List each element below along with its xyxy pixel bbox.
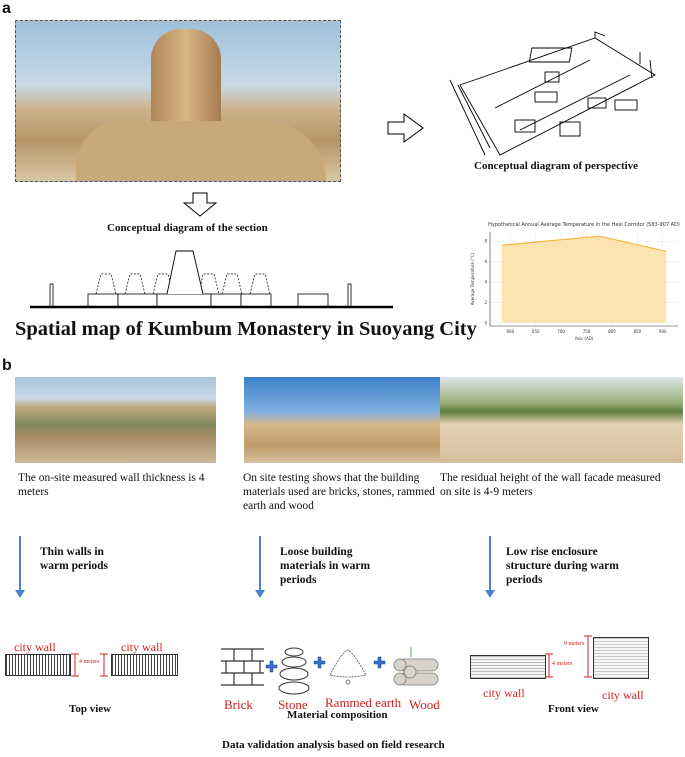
temperature-area	[502, 236, 667, 323]
observation-2: On site testing shows that the building materials used are bricks, stones, rammed earth and wood	[243, 472, 435, 512]
top-view-wall-label-left: city wall	[14, 640, 56, 654]
wood-icon	[394, 647, 438, 685]
material-brick: Brick	[224, 697, 253, 712]
perspective-caption: Conceptual diagram of perspective	[474, 160, 639, 172]
section-diagram	[25, 245, 400, 311]
top-view-caption: Top view	[69, 703, 112, 715]
top-view-wall-label-right: city wall	[121, 640, 163, 654]
x-axis-label: Year (AD)	[574, 336, 594, 341]
wall-photo-2	[244, 377, 452, 463]
temperature-chart	[468, 218, 683, 343]
material-stone: Stone	[278, 697, 308, 712]
observation-3: The residual height of the wall facade measured on site is 4-9 meters	[440, 472, 661, 498]
rammed-earth-icon	[330, 650, 366, 684]
material-rammed-earth: Rammed earth	[325, 695, 402, 710]
wall-photo-3	[440, 377, 683, 463]
x-tick-label: 800	[608, 329, 616, 334]
monastery-photo	[15, 20, 341, 182]
thickness-dimension	[70, 650, 110, 680]
material-composition-caption: Material composition	[287, 709, 388, 721]
wall-photo-1	[15, 377, 216, 463]
down-arrow-blue-3-icon	[483, 536, 497, 600]
brick-icon	[221, 649, 264, 685]
y-tick-label: 4	[484, 279, 487, 285]
right-arrow-icon	[386, 112, 426, 144]
x-tick-label: 650	[531, 329, 540, 334]
down-arrow-blue-1-icon	[13, 536, 27, 600]
top-view-wall-left	[5, 654, 71, 676]
chart-title: Hypothetical Annual Average Temperature in the Hexi Corridor (583-907 AD)	[488, 222, 680, 228]
top-view-wall-right	[111, 654, 178, 676]
stone-icon	[279, 648, 309, 694]
inference-3: Low rise enclosure structure during warm periods	[506, 546, 619, 586]
section-caption: Conceptual diagram of the section	[107, 222, 268, 234]
x-tick-label: 600	[506, 329, 515, 334]
material-wood: Wood	[409, 697, 440, 712]
y-tick-label: 8	[484, 238, 487, 244]
x-tick-label: 850	[633, 329, 642, 334]
y-axis-label: Average Temperature (°C)	[470, 252, 475, 306]
y-tick-label: 2	[484, 300, 487, 305]
footer-caption: Data validation analysis based on field research	[222, 739, 445, 751]
low-height-label: 4 meters	[552, 661, 573, 667]
inference-2: Loose building materials in warm periods	[280, 546, 371, 586]
inference-1: Thin walls in warm periods	[40, 546, 109, 572]
panel-letter-b: b	[2, 357, 12, 374]
front-view-wall-label-left: city wall	[483, 686, 525, 700]
front-view-caption: Front view	[548, 703, 599, 715]
high-height-label: 9 meters	[564, 641, 585, 647]
down-arrow-icon	[180, 192, 220, 218]
y-tick-label: 0	[484, 320, 487, 326]
perspective-diagram	[440, 30, 670, 160]
x-tick-label: 700	[557, 329, 565, 334]
y-tick-label: 6	[484, 259, 487, 265]
front-view-high-wall	[593, 637, 649, 679]
materials-illustration	[218, 645, 448, 695]
observation-1: The on-site measured wall thickness is 4 meters	[18, 472, 205, 498]
front-view-wall-label-right: city wall	[602, 688, 644, 702]
x-tick-label: 900	[658, 329, 667, 334]
ruin-mound	[76, 121, 326, 181]
panel-a-title: Spatial map of Kumbum Monastery in Suoyang City	[15, 318, 477, 340]
panel-letter-a: a	[2, 0, 11, 17]
x-tick-label: 750	[582, 329, 591, 334]
front-view-low-wall	[470, 655, 546, 679]
down-arrow-blue-2-icon	[253, 536, 267, 600]
thickness-label: 4 meters	[79, 659, 100, 665]
